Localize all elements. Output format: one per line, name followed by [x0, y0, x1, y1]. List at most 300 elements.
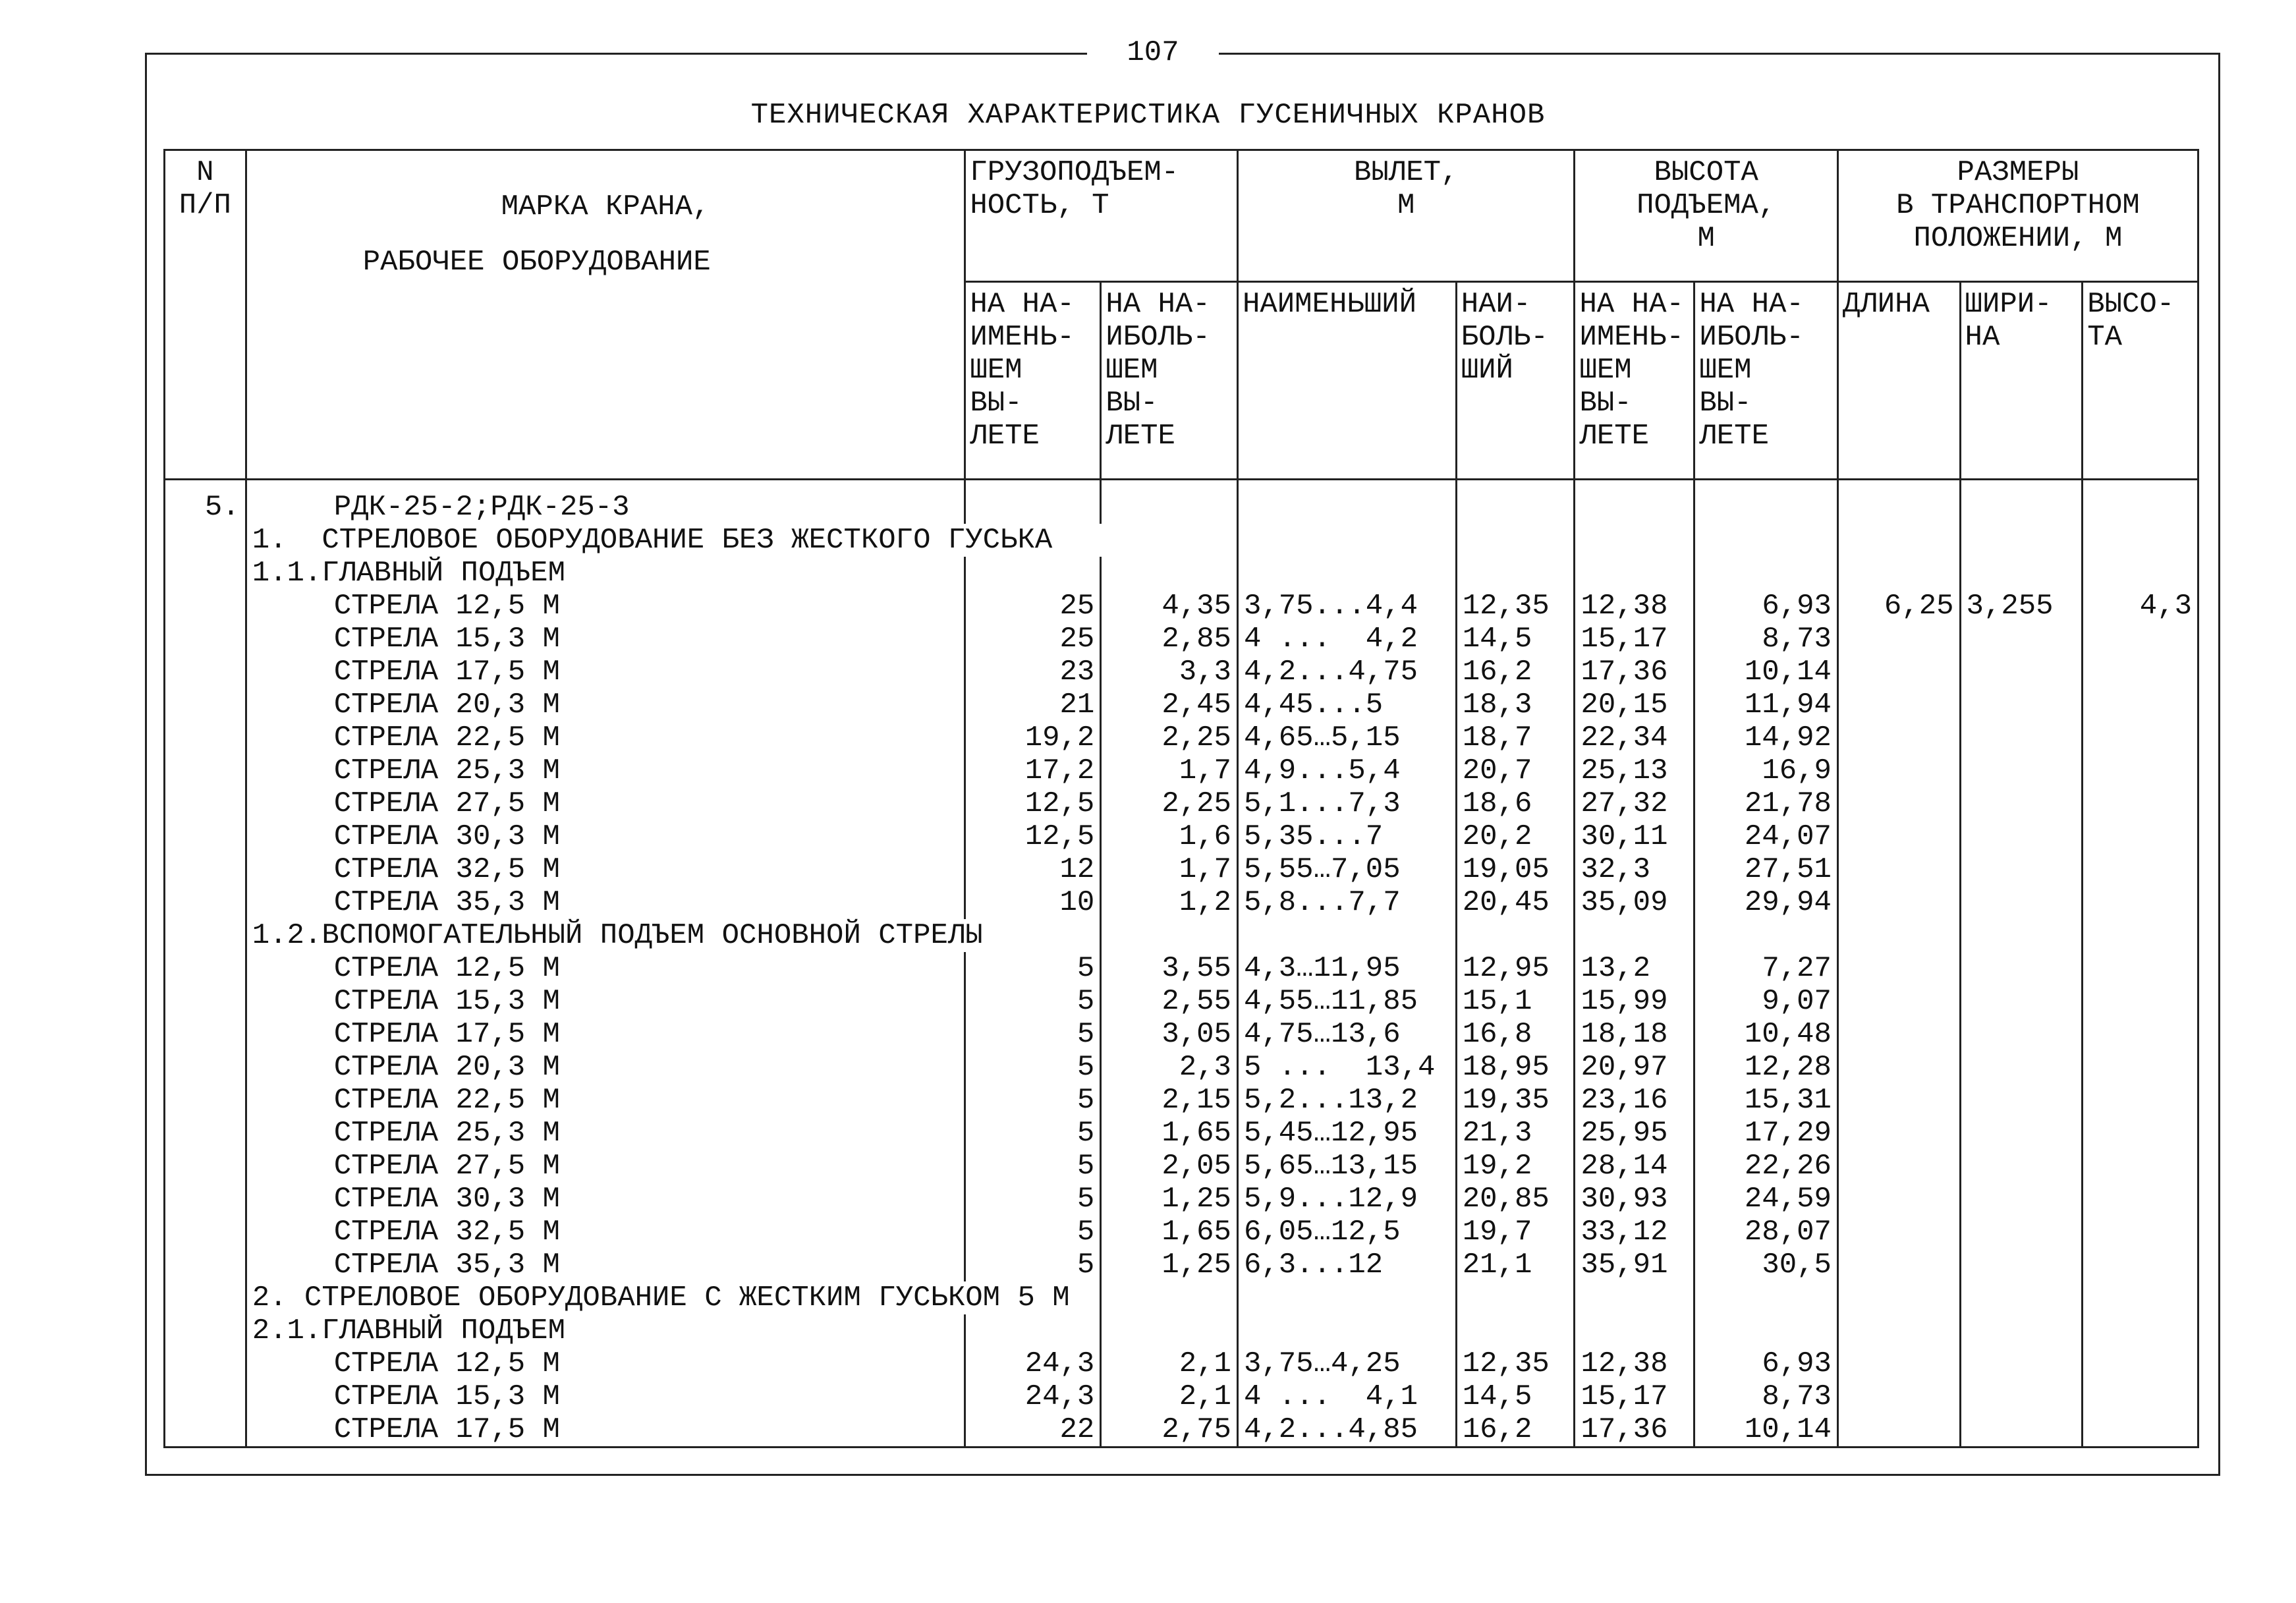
reach-min: 5,65…13,15: [1237, 1150, 1456, 1183]
reach-max: 18,3: [1456, 689, 1575, 721]
capacity-min: 10: [965, 886, 1101, 919]
reach-min: 5,45…12,95: [1237, 1117, 1456, 1150]
empty-cell: [165, 1051, 246, 1084]
empty-cell: [165, 1249, 246, 1281]
empty-cell: [1837, 689, 1960, 721]
empty-cell: [1960, 1413, 2083, 1448]
empty-cell: [165, 721, 246, 754]
empty-cell: [165, 1183, 246, 1216]
capacity-min: 24,3: [965, 1380, 1101, 1413]
empty-cell: [1960, 919, 2083, 952]
empty-cell: [1837, 1150, 1960, 1183]
reach-min: 5,8...7,7: [1237, 886, 1456, 919]
header-reach-min: НАИМЕНЬШИЙ: [1237, 282, 1456, 480]
boom-name: СТРЕЛА 15,3 М: [246, 623, 965, 656]
empty-cell: [1837, 787, 1960, 820]
empty-cell: [165, 1216, 246, 1249]
empty-cell: [165, 952, 246, 985]
capacity-max: 1,2: [1101, 886, 1238, 919]
height-min: 25,13: [1575, 754, 1694, 787]
table-row: [165, 1347, 2198, 1380]
empty-cell: [1960, 1084, 2083, 1117]
capacity-max: 1,65: [1101, 1117, 1238, 1150]
empty-cell: [1960, 689, 2083, 721]
boom-name: СТРЕЛА 35,3 М: [246, 1249, 965, 1281]
empty-cell: [1456, 480, 1575, 524]
table-row: [165, 820, 2198, 853]
empty-cell: [1960, 1051, 2083, 1084]
boom-name: СТРЕЛА 22,5 М: [246, 721, 965, 754]
header-tall: ВЫСО- ТА: [2083, 282, 2198, 480]
height-max: 10,14: [1694, 1413, 1838, 1448]
height-min: 30,93: [1575, 1183, 1694, 1216]
header-reach-max: НАИ- БОЛЬ- ШИЙ: [1456, 282, 1575, 480]
empty-cell: [1237, 557, 1456, 590]
height-min: 30,11: [1575, 820, 1694, 853]
reach-max: 19,7: [1456, 1216, 1575, 1249]
empty-cell: [1456, 1281, 1575, 1314]
height-max: 6,93: [1694, 1347, 1838, 1380]
table-row-heading: [165, 1281, 2198, 1314]
empty-cell: [165, 853, 246, 886]
height-max: 17,29: [1694, 1117, 1838, 1150]
boom-name: СТРЕЛА 25,3 М: [246, 754, 965, 787]
empty-cell: [1837, 886, 1960, 919]
reach-max: 12,35: [1456, 590, 1575, 623]
empty-cell: [1960, 1117, 2083, 1150]
empty-cell: [1960, 853, 2083, 886]
table-row: [165, 787, 2198, 820]
empty-cell: [2083, 1281, 2198, 1314]
capacity-max: 2,15: [1101, 1084, 1238, 1117]
capacity-min: 5: [965, 1018, 1101, 1051]
header-cap-max: НА НА- ИБОЛЬ- ШЕМ ВЫ- ЛЕТЕ: [1101, 282, 1238, 480]
empty-cell: [165, 1018, 246, 1051]
reach-min: 4,2...4,75: [1237, 656, 1456, 689]
reach-min: 6,05…12,5: [1237, 1216, 1456, 1249]
capacity-max: 2,85: [1101, 623, 1238, 656]
height-min: 17,36: [1575, 1413, 1694, 1448]
capacity-min: 12: [965, 853, 1101, 886]
table-row-heading: [165, 1314, 2198, 1347]
capacity-max: 1,7: [1101, 853, 1238, 886]
empty-cell: [1837, 1117, 1960, 1150]
capacity-min: 5: [965, 1084, 1101, 1117]
reach-max: 19,35: [1456, 1084, 1575, 1117]
table-row: [165, 985, 2198, 1018]
reach-min: 4,55…11,85: [1237, 985, 1456, 1018]
reach-max: 12,95: [1456, 952, 1575, 985]
table-row: [165, 1051, 2198, 1084]
empty-cell: [1837, 524, 1960, 557]
empty-cell: [1960, 623, 2083, 656]
empty-cell: [1837, 820, 1960, 853]
empty-cell: [2083, 557, 2198, 590]
empty-cell: [165, 754, 246, 787]
empty-cell: [2083, 1084, 2198, 1117]
table-row: [165, 1018, 2198, 1051]
empty-cell: [1960, 1216, 2083, 1249]
height-min: 27,32: [1575, 787, 1694, 820]
empty-cell: [1960, 1380, 2083, 1413]
empty-cell: [1960, 754, 2083, 787]
empty-cell: [1101, 480, 1238, 524]
header-np: N П/П: [165, 150, 246, 480]
table-row: [165, 1117, 2198, 1150]
empty-cell: [165, 1380, 246, 1413]
empty-cell: [165, 1281, 246, 1314]
capacity-max: 2,45: [1101, 689, 1238, 721]
crane-spec-table: [163, 149, 2199, 1448]
empty-cell: [1837, 1018, 1960, 1051]
empty-cell: [1456, 1314, 1575, 1347]
empty-cell: [2083, 1051, 2198, 1084]
empty-cell: [1575, 524, 1694, 557]
empty-cell: [165, 623, 246, 656]
capacity-min: 5: [965, 1051, 1101, 1084]
reach-max: 16,2: [1456, 1413, 1575, 1448]
subsection-heading: 1.1.ГЛАВНЫЙ ПОДЪЕМ: [246, 557, 965, 590]
empty-cell: [165, 1084, 246, 1117]
header-h-max: НА НА- ИБОЛЬ- ШЕМ ВЫ- ЛЕТЕ: [1694, 282, 1838, 480]
dim-height: 4,3: [2083, 590, 2198, 623]
empty-cell: [165, 1150, 246, 1183]
reach-min: 5,35...7: [1237, 820, 1456, 853]
reach-max: 19,05: [1456, 853, 1575, 886]
header-dims: РАЗМЕРЫ В ТРАНСПОРТНОМ ПОЛОЖЕНИИ, М: [1837, 150, 2198, 282]
capacity-min: 24,3: [965, 1347, 1101, 1380]
subsection-heading: 2.1.ГЛАВНЫЙ ПОДЪЕМ: [246, 1314, 965, 1347]
empty-cell: [1960, 1249, 2083, 1281]
height-max: 24,07: [1694, 820, 1838, 853]
empty-cell: [165, 557, 246, 590]
table-row: [165, 952, 2198, 985]
boom-name: СТРЕЛА 20,3 М: [246, 1051, 965, 1084]
crane-mark: РДК-25-2;РДК-25-3: [246, 480, 965, 524]
reach-min: 3,75...4,4: [1237, 590, 1456, 623]
empty-cell: [2083, 656, 2198, 689]
empty-cell: [1837, 985, 1960, 1018]
empty-cell: [1960, 985, 2083, 1018]
empty-cell: [965, 557, 1101, 590]
item-number: 5.: [165, 480, 246, 524]
height-min: 23,16: [1575, 1084, 1694, 1117]
height-max: 9,07: [1694, 985, 1838, 1018]
header-height: ВЫСОТА ПОДЪЕМА, М: [1575, 150, 1837, 282]
table-row: [165, 1084, 2198, 1117]
capacity-min: 5: [965, 1150, 1101, 1183]
reach-max: 14,5: [1456, 623, 1575, 656]
height-min: 35,91: [1575, 1249, 1694, 1281]
height-max: 12,28: [1694, 1051, 1838, 1084]
empty-cell: [2083, 1117, 2198, 1150]
reach-max: 16,8: [1456, 1018, 1575, 1051]
capacity-min: 5: [965, 1183, 1101, 1216]
empty-cell: [1694, 919, 1838, 952]
height-min: 25,95: [1575, 1117, 1694, 1150]
empty-cell: [1237, 480, 1456, 524]
capacity-max: 4,35: [1101, 590, 1238, 623]
empty-cell: [1837, 1249, 1960, 1281]
reach-max: 21,1: [1456, 1249, 1575, 1281]
height-max: 24,59: [1694, 1183, 1838, 1216]
capacity-max: 3,3: [1101, 656, 1238, 689]
table-row-heading: [165, 524, 2198, 557]
capacity-min: 5: [965, 1117, 1101, 1150]
capacity-min: 5: [965, 952, 1101, 985]
empty-cell: [2083, 820, 2198, 853]
table-row-heading: [165, 557, 2198, 590]
capacity-max: 2,05: [1101, 1150, 1238, 1183]
height-min: 17,36: [1575, 656, 1694, 689]
reach-min: 4,2...4,85: [1237, 1413, 1456, 1448]
height-min: 20,97: [1575, 1051, 1694, 1084]
empty-cell: [1837, 557, 1960, 590]
empty-cell: [1101, 919, 1238, 952]
empty-cell: [1456, 524, 1575, 557]
reach-max: 20,7: [1456, 754, 1575, 787]
empty-cell: [1837, 1314, 1960, 1347]
table-row: [165, 1150, 2198, 1183]
page-title: ТЕХНИЧЕСКАЯ ХАРАКТЕРИСТИКА ГУСЕНИЧНЫХ КРАНОВ: [750, 99, 1546, 132]
dim-width: 3,255: [1960, 590, 2083, 623]
empty-cell: [1837, 623, 1960, 656]
empty-cell: [2083, 721, 2198, 754]
height-max: 30,5: [1694, 1249, 1838, 1281]
empty-cell: [1960, 787, 2083, 820]
boom-name: СТРЕЛА 17,5 М: [246, 1413, 965, 1448]
empty-cell: [2083, 1216, 2198, 1249]
boom-name: СТРЕЛА 27,5 М: [246, 787, 965, 820]
empty-cell: [2083, 754, 2198, 787]
capacity-min: 22: [965, 1413, 1101, 1448]
empty-cell: [2083, 886, 2198, 919]
empty-cell: [1837, 1084, 1960, 1117]
height-min: 35,09: [1575, 886, 1694, 919]
height-min: 18,18: [1575, 1018, 1694, 1051]
empty-cell: [1575, 557, 1694, 590]
reach-min: 4,3…11,95: [1237, 952, 1456, 985]
reach-min: 4,75…13,6: [1237, 1018, 1456, 1051]
empty-cell: [2083, 1380, 2198, 1413]
capacity-max: 2,25: [1101, 721, 1238, 754]
empty-cell: [1837, 1413, 1960, 1448]
capacity-min: 5: [965, 1216, 1101, 1249]
boom-name: СТРЕЛА 30,3 М: [246, 1183, 965, 1216]
capacity-max: 1,7: [1101, 754, 1238, 787]
table-row: [165, 1380, 2198, 1413]
empty-cell: [2083, 787, 2198, 820]
empty-cell: [1575, 480, 1694, 524]
height-min: 13,2: [1575, 952, 1694, 985]
reach-max: 16,2: [1456, 656, 1575, 689]
height-min: 32,3: [1575, 853, 1694, 886]
height-min: 15,99: [1575, 985, 1694, 1018]
empty-cell: [1101, 1281, 1238, 1314]
height-max: 16,9: [1694, 754, 1838, 787]
empty-cell: [1694, 524, 1838, 557]
boom-name: СТРЕЛА 30,3 М: [246, 820, 965, 853]
empty-cell: [1694, 1314, 1838, 1347]
capacity-min: 25: [965, 623, 1101, 656]
empty-cell: [1575, 919, 1694, 952]
table-body: [165, 480, 2198, 1448]
height-max: 10,48: [1694, 1018, 1838, 1051]
capacity-max: 1,6: [1101, 820, 1238, 853]
reach-max: 14,5: [1456, 1380, 1575, 1413]
table-row-heading: [165, 919, 2198, 952]
capacity-max: 1,25: [1101, 1183, 1238, 1216]
empty-cell: [165, 985, 246, 1018]
empty-cell: [1960, 656, 2083, 689]
capacity-min: 19,2: [965, 721, 1101, 754]
empty-cell: [2083, 1347, 2198, 1380]
height-min: 20,15: [1575, 689, 1694, 721]
header-capacity: ГРУЗОПОДЪЕМ- НОСТЬ, Т: [965, 150, 1238, 282]
reach-max: 18,6: [1456, 787, 1575, 820]
empty-cell: [1960, 1281, 2083, 1314]
reach-max: 20,45: [1456, 886, 1575, 919]
table-row: [165, 623, 2198, 656]
empty-cell: [1960, 1018, 2083, 1051]
empty-cell: [2083, 689, 2198, 721]
empty-cell: [2083, 1183, 2198, 1216]
empty-cell: [1575, 1314, 1694, 1347]
capacity-max: 2,3: [1101, 1051, 1238, 1084]
table-row: [165, 1216, 2198, 1249]
section-heading: 1. СТРЕЛОВОЕ ОБОРУДОВАНИЕ БЕЗ ЖЕСТКОГО ГУСЬКА: [246, 524, 1237, 557]
empty-cell: [1456, 919, 1575, 952]
empty-cell: [1960, 480, 2083, 524]
capacity-min: 12,5: [965, 820, 1101, 853]
empty-cell: [1694, 480, 1838, 524]
height-min: 12,38: [1575, 1347, 1694, 1380]
table-row: [165, 1413, 2198, 1448]
boom-name: СТРЕЛА 12,5 М: [246, 1347, 965, 1380]
boom-name: СТРЕЛА 12,5 М: [246, 590, 965, 623]
reach-min: 6,3...12: [1237, 1249, 1456, 1281]
empty-cell: [1237, 524, 1456, 557]
page-number: 107: [1087, 34, 1219, 71]
reach-min: 5 ... 13,4: [1237, 1051, 1456, 1084]
height-max: 11,94: [1694, 689, 1838, 721]
empty-cell: [1237, 919, 1456, 952]
reach-max: 21,3: [1456, 1117, 1575, 1150]
capacity-max: 1,25: [1101, 1249, 1238, 1281]
height-min: 15,17: [1575, 623, 1694, 656]
capacity-min: 23: [965, 656, 1101, 689]
header-reach: ВЫЛЕТ, М: [1237, 150, 1575, 282]
boom-name: СТРЕЛА 32,5 М: [246, 1216, 965, 1249]
empty-cell: [1837, 1281, 1960, 1314]
boom-name: СТРЕЛА 12,5 М: [246, 952, 965, 985]
header-length: ДЛИНА: [1837, 282, 1960, 480]
capacity-max: 3,05: [1101, 1018, 1238, 1051]
empty-cell: [1837, 1347, 1960, 1380]
table-row-crane-mark: [165, 480, 2198, 524]
capacity-min: 5: [965, 985, 1101, 1018]
reach-min: 4,45...5: [1237, 689, 1456, 721]
boom-name: СТРЕЛА 22,5 М: [246, 1084, 965, 1117]
empty-cell: [1456, 557, 1575, 590]
header-h-min: НА НА- ИМЕНЬ- ШЕМ ВЫ- ЛЕТЕ: [1575, 282, 1694, 480]
height-max: 6,93: [1694, 590, 1838, 623]
empty-cell: [1837, 1216, 1960, 1249]
table-row: [165, 721, 2198, 754]
capacity-max: 2,55: [1101, 985, 1238, 1018]
empty-cell: [1960, 952, 2083, 985]
boom-name: СТРЕЛА 15,3 М: [246, 1380, 965, 1413]
empty-cell: [965, 480, 1101, 524]
empty-cell: [1837, 853, 1960, 886]
empty-cell: [165, 656, 246, 689]
empty-cell: [2083, 952, 2198, 985]
empty-cell: [1101, 557, 1238, 590]
empty-cell: [165, 1347, 246, 1380]
boom-name: СТРЕЛА 35,3 М: [246, 886, 965, 919]
empty-cell: [1837, 656, 1960, 689]
boom-name: СТРЕЛА 20,3 М: [246, 689, 965, 721]
empty-cell: [1837, 1183, 1960, 1216]
header-cap-min: НА НА- ИМЕНЬ- ШЕМ ВЫ- ЛЕТЕ: [965, 282, 1101, 480]
empty-cell: [1837, 480, 1960, 524]
section-heading: 2. СТРЕЛОВОЕ ОБОРУДОВАНИЕ С ЖЕСТКИМ ГУСЬКОМ 5 М: [246, 1281, 1101, 1314]
empty-cell: [1101, 1314, 1238, 1347]
capacity-max: 1,65: [1101, 1216, 1238, 1249]
capacity-max: 2,1: [1101, 1380, 1238, 1413]
height-max: 27,51: [1694, 853, 1838, 886]
reach-min: 4,9...5,4: [1237, 754, 1456, 787]
capacity-min: 25: [965, 590, 1101, 623]
header-mark: [246, 150, 965, 480]
table-row: [165, 1183, 2198, 1216]
reach-min: 5,2...13,2: [1237, 1084, 1456, 1117]
reach-min: 5,55…7,05: [1237, 853, 1456, 886]
empty-cell: [1960, 886, 2083, 919]
empty-cell: [165, 524, 246, 557]
capacity-min: 17,2: [965, 754, 1101, 787]
empty-cell: [2083, 1314, 2198, 1347]
empty-cell: [165, 787, 246, 820]
reach-min: 5,1...7,3: [1237, 787, 1456, 820]
table-row: [165, 590, 2198, 623]
empty-cell: [165, 1413, 246, 1448]
empty-cell: [2083, 1249, 2198, 1281]
height-min: 33,12: [1575, 1216, 1694, 1249]
empty-cell: [1960, 1150, 2083, 1183]
empty-cell: [165, 886, 246, 919]
reach-max: 15,1: [1456, 985, 1575, 1018]
table-row: [165, 754, 2198, 787]
empty-cell: [2083, 853, 2198, 886]
empty-cell: [165, 1314, 246, 1347]
capacity-min: 12,5: [965, 787, 1101, 820]
header-mark-line1: МАРКА КРАНА,: [501, 190, 710, 223]
empty-cell: [2083, 623, 2198, 656]
reach-min: 4 ... 4,2: [1237, 623, 1456, 656]
height-max: 15,31: [1694, 1084, 1838, 1117]
empty-cell: [1960, 1347, 2083, 1380]
reach-max: 12,35: [1456, 1347, 1575, 1380]
header-mark-line2: РАБОЧЕЕ ОБОРУДОВАНИЕ: [362, 246, 711, 279]
table-row: [165, 689, 2198, 721]
height-max: 7,27: [1694, 952, 1838, 985]
capacity-max: 2,75: [1101, 1413, 1238, 1448]
table-row: [165, 853, 2198, 886]
height-max: 14,92: [1694, 721, 1838, 754]
empty-cell: [1960, 1314, 2083, 1347]
empty-cell: [1837, 1051, 1960, 1084]
